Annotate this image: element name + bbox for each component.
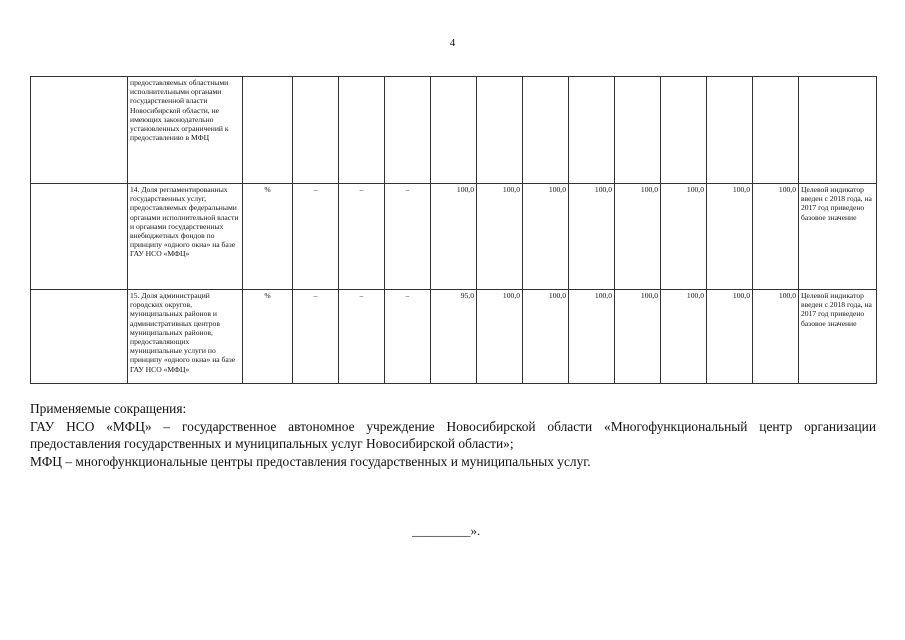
value-cell: 100,0 <box>615 184 661 290</box>
value-cell: – <box>339 290 385 384</box>
value-cell <box>385 77 431 184</box>
table-row <box>31 184 877 290</box>
abbreviations-heading: Применяемые сокращения: <box>30 401 187 416</box>
unit-cell: % <box>243 184 293 290</box>
blank-cell <box>31 77 128 184</box>
value-cell: – <box>385 290 431 384</box>
value-cell: 95,0 <box>431 290 477 384</box>
value-cell: 100,0 <box>523 290 569 384</box>
value-cell: – <box>339 184 385 290</box>
value-cell <box>753 77 799 184</box>
value-cell: 100,0 <box>753 184 799 290</box>
value-cell: – <box>385 184 431 290</box>
indicator-name-cell: 14. Доля регламентированных государственных услуг, предоставляемых федеральными органами исполнительной власти и органами государственных внебюджетных фондов по принципу «одного окна» на базе ГАУ НСО «МФЦ» <box>128 184 243 290</box>
value-cell <box>569 77 615 184</box>
value-cell: 100,0 <box>569 184 615 290</box>
page-number: 4 <box>449 37 456 49</box>
value-cell: 100,0 <box>707 290 753 384</box>
note-cell: Целевой индикатор введен с 2018 года, на 2017 год приведено базовое значение <box>799 184 877 290</box>
value-cell: 100,0 <box>707 184 753 290</box>
value-cell <box>293 77 339 184</box>
value-cell <box>615 77 661 184</box>
value-cell <box>339 77 385 184</box>
indicator-name-cell: предоставляемых областными исполнительными органами государственной власти Новосибирской области, не имеющих законодательно установленных ограничений к предоставлению в МФЦ <box>128 77 243 184</box>
blank-cell <box>31 290 128 384</box>
value-cell <box>661 77 707 184</box>
value-cell <box>707 77 753 184</box>
table-row <box>31 77 877 184</box>
value-cell: 100,0 <box>523 184 569 290</box>
value-cell <box>477 77 523 184</box>
table-row <box>31 290 877 384</box>
note-cell: Целевой индикатор введен с 2018 года, на 2017 год приведено базовое значение <box>799 290 877 384</box>
value-cell: – <box>293 184 339 290</box>
note-cell <box>799 77 877 184</box>
blank-cell <box>31 184 128 290</box>
value-cell: – <box>293 290 339 384</box>
indicator-name-cell: 15. Доля администраций городских округов, муниципальных районов и административных центров муниципальных районов, предоставляющих муниципальные услуги по принципу «одного окна» на базе ГАУ НСО «МФЦ» <box>128 290 243 384</box>
value-cell <box>523 77 569 184</box>
unit-cell: % <box>243 290 293 384</box>
value-cell: 100,0 <box>477 184 523 290</box>
value-cell <box>431 77 477 184</box>
value-cell: 100,0 <box>753 290 799 384</box>
value-cell: 100,0 <box>661 184 707 290</box>
abbreviation-mfc: МФЦ – многофункциональные центры предоставления государственных и муниципальных услуг. <box>30 453 591 469</box>
value-cell: 100,0 <box>615 290 661 384</box>
abbreviation-gau: ГАУ НСО «МФЦ» – государственное автономное учреждение Новосибирской области «Многофункциональный центр организации предоставления государственных и муниципальных услуг Новосибирской области»; <box>30 418 876 451</box>
value-cell: 100,0 <box>661 290 707 384</box>
unit-cell <box>243 77 293 184</box>
indicators-table <box>30 76 877 384</box>
closing-mark: _________». <box>412 523 481 538</box>
value-cell: 100,0 <box>477 290 523 384</box>
value-cell: 100,0 <box>431 184 477 290</box>
abbreviations-block <box>30 400 876 470</box>
value-cell: 100,0 <box>569 290 615 384</box>
